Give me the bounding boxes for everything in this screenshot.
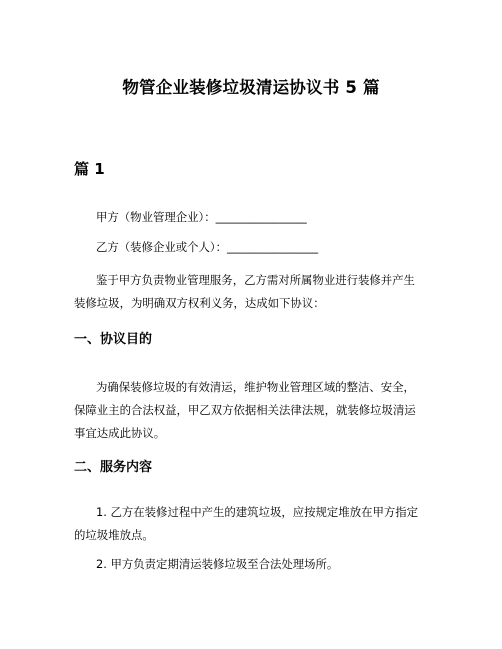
service-item-1-line-1: 1. 乙方在装修过程中产生的建筑垃圾，应按规定堆放在甲方指定: [96, 505, 419, 519]
intro-paragraph: [74, 269, 430, 315]
section-heading: 篇 1: [74, 160, 105, 178]
intro-line-2: 装修垃圾，为明确双方权利义务，达成如下协议：: [74, 296, 325, 310]
service-item-2-text: 2. 甲方负责定期清运装修垃圾至合法处理场所。: [96, 557, 339, 571]
heading-service-content: 二、服务内容: [74, 460, 153, 475]
service-item-2: [74, 553, 430, 576]
purpose-line-2: 保障业主的合法权益，甲乙双方依据相关法律法规，就装修垃圾清运: [74, 403, 416, 417]
heading-purpose: 一、协议目的: [74, 332, 153, 347]
party-a-text: 甲方（物业管理企业）：________________: [96, 210, 307, 224]
party-b-line: [74, 236, 430, 259]
party-b-text: 乙方（装修企业或个人）：________________: [96, 240, 319, 254]
document-title: 物管企业装修垃圾清运协议书 5 篇: [122, 78, 380, 97]
purpose-paragraph: [74, 376, 430, 445]
service-item-1: [74, 501, 430, 547]
purpose-line-1: 为确保装修垃圾的有效清运，维护物业管理区域的整洁、安全，: [96, 380, 415, 394]
purpose-line-3: 事宜达成此协议。: [74, 426, 166, 440]
service-item-1-line-2: 的垃圾堆放点。: [74, 528, 154, 542]
party-a-line: [74, 206, 430, 229]
intro-line-1: 鉴于甲方负责物业管理服务，乙方需对所属物业进行装修并产生: [96, 273, 415, 287]
